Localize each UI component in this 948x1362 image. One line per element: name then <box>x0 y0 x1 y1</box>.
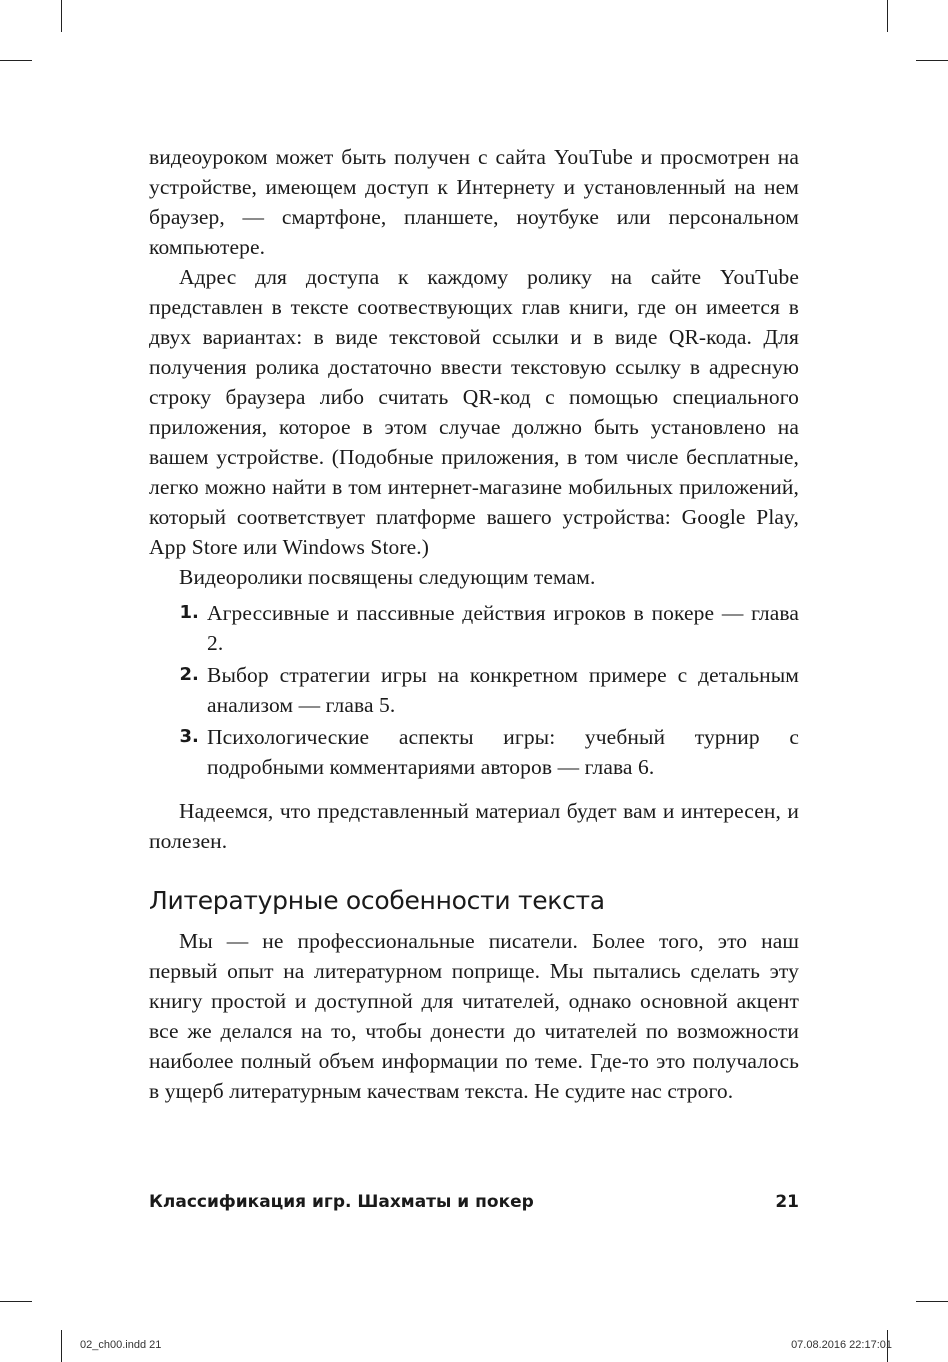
crop-mark-top-right <box>887 0 888 32</box>
crop-mark-right-top <box>916 60 948 61</box>
list-item <box>149 660 799 720</box>
crop-mark-left-bottom <box>0 1301 32 1302</box>
list-item-text: Выбор стратегии игры на конкретном примере с детальным анализом — глава 5. <box>207 663 799 717</box>
page-body <box>149 142 799 1106</box>
crop-mark-bottom-left <box>61 1330 62 1362</box>
paragraph-topics-intro: Видеоролики посвящены следующим темам. <box>179 565 596 589</box>
paragraph-youtube-address: Адрес для доступа к каждому ролику на сайте YouTube представлен в тексте соотвествующих глав книги, где он имеется в двух вариантах: в виде текстовой ссылки и в виде QR-кода. Для получения ролика достаточно ввести текстовую ссылку в адресную строку браузера либо считать QR-код с помощью специального приложения, которое в этом случае должно быть установлено на вашем устройстве. (Подобные приложения, в том числе бесплатные, легко можно найти в том интернет-магазине мобильных приложений, который соответствует платформе вашего устройства: Google Play, App Store или Windows Store.) <box>149 265 799 559</box>
page-number: 21 <box>775 1192 799 1212</box>
slug-datetime: 07.08.2016 22:17:01 <box>791 1339 892 1351</box>
paragraph-section: Мы — не профессиональные писатели. Более того, это наш первый опыт на литературном поприще. Мы пытались сделать эту книгу простой и доступной для читателей, однако основной акцент все же делался на то, чтобы донести до читателей по возможности наиболее полный объем информации по теме. Где-то это получалось в ущерб литературным качествам текста. Не судите нас строго. <box>149 929 799 1103</box>
paragraph-continuation: видеоуроком может быть получен с сайта YouTube и просмотрен на устройстве, имеющем доступ к Интернету и установленный на нем браузер, — смартфоне, планшете, ноутбуке или персональном компьютере. <box>149 145 799 259</box>
page-footer <box>149 1192 799 1212</box>
crop-mark-left-top <box>0 60 32 61</box>
crop-mark-right-bottom <box>916 1301 948 1302</box>
section-heading: Литературные особенности текста <box>149 886 605 915</box>
running-title: Классификация игр. Шахматы и покер <box>149 1192 534 1212</box>
list-item <box>149 598 799 658</box>
list-item-number: 1. <box>179 602 199 623</box>
topics-list <box>149 598 799 782</box>
list-item-number: 2. <box>179 664 199 685</box>
list-item-text: Агрессивные и пассивные действия игроков в покере — глава 2. <box>207 601 799 655</box>
slug-file-info: 02_ch00.indd 21 <box>80 1339 162 1351</box>
list-item <box>149 722 799 782</box>
list-item-text: Психологические аспекты игры: учебный турнир с подробными комментариями авторов — глава 6. <box>207 725 799 779</box>
paragraph-closing: Надеемся, что представленный материал будет вам и интересен, и полезен. <box>149 799 799 853</box>
crop-mark-top-left <box>61 0 62 32</box>
list-item-number: 3. <box>179 726 199 747</box>
